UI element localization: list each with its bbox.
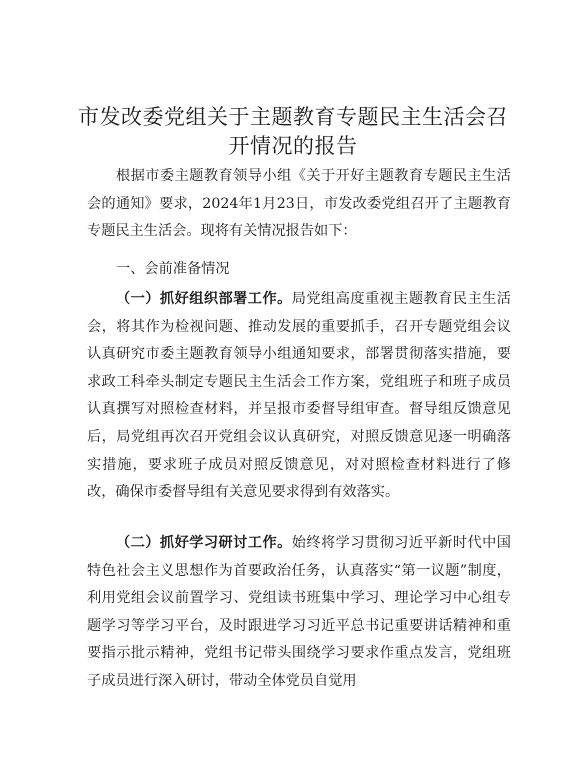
item-one-body: 局党组高度重视主题教育民主生活会，将其作为检视问题、推动发展的重要抓手，召开专题党组会议认真研究市委主题教育领导小组通知要求，部署贯彻落实措施，要求政工科牵头制定专题民主生活会工作方案，党组班子和班子成员认真撰写对照检查材料，并呈报市委督导组审查。督导组反馈意见后，局党组再次召开党组会议认真研究，对照反馈意见逐一明确落实措施，要求班子成员对照反馈意见，对对照检查材料进行了修改，确保市委督导组有关意见要求得到有效落实。 — [87, 291, 511, 501]
item-two-paragraph — [87, 530, 511, 696]
section-heading: 一、会前准备情况 — [116, 261, 230, 277]
item-one-paragraph — [87, 286, 511, 507]
intro-paragraph: 根据市委主题教育领导小组《关于开好主题教育专题民主生活会的通知》要求，2024年1月23日，市发改委党组召开了主题教育专题民主生活会。现将有关情况报告如下： — [87, 168, 511, 240]
document-title: 市发改委党组关于主题教育专题民主生活会召开情况的报告 — [78, 105, 508, 158]
item-one-lead: （一）抓好组织部署工作。 — [116, 291, 292, 307]
item-two-body: 始终将学习贯彻习近平新时代中国特色社会主义思想作为首要政治任务，认真落实“第一议题”制度，利用党组会议前置学习、党组读书班集中学习、理论学习中心组专题学习等学习平台，及时跟进学习习近平总书记重要讲话精神和重要指示批示精神，党组书记带头围绕学习要求作重点发言，党组班子成员进行深入研讨，带动全体党员自觉用 — [87, 535, 511, 689]
item-two-lead: （二）抓好学习研讨工作。 — [116, 535, 292, 551]
